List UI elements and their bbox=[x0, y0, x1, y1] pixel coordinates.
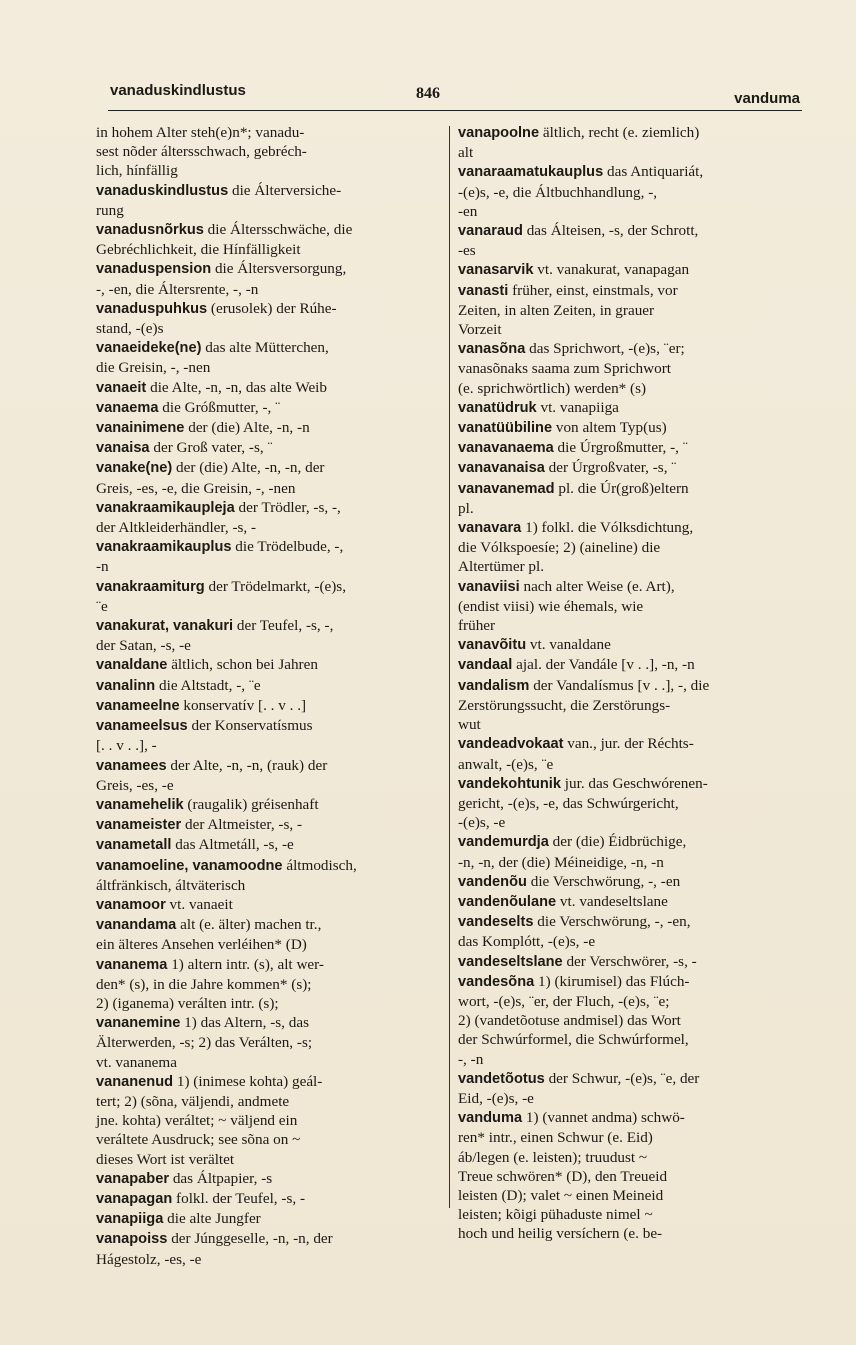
headword: vanavõitu bbox=[458, 637, 527, 654]
headword: vanaisa bbox=[96, 440, 150, 457]
entry-text: früher bbox=[458, 617, 496, 635]
headword: vanameelne bbox=[96, 697, 180, 714]
entry-text: -en bbox=[458, 202, 478, 220]
entry-continuation bbox=[458, 499, 800, 518]
entry-continuation bbox=[458, 241, 800, 260]
entry-text: die Verschwörung, -, -en, bbox=[533, 913, 691, 931]
dictionary-entry bbox=[96, 815, 440, 835]
entry-text: der (die) Alte, -n, -n bbox=[184, 419, 310, 437]
dictionary-entry bbox=[458, 655, 800, 675]
entry-text: der Verschwörer, -s, - bbox=[562, 952, 697, 970]
headword: vanavanemad bbox=[458, 480, 555, 497]
entry-continuation bbox=[96, 518, 440, 537]
headword: vandekohtunik bbox=[458, 775, 561, 792]
dictionary-entry bbox=[96, 1072, 440, 1092]
dictionary-entry bbox=[458, 872, 800, 892]
entry-text: anwalt, -(e)s, ¨e bbox=[458, 755, 554, 773]
entry-text: der Trödler, -s, -, bbox=[234, 498, 341, 516]
headword: vanamees bbox=[96, 757, 167, 774]
entry-text: Hágestolz, -es, -e bbox=[96, 1250, 202, 1268]
entry-text: (endist viisi) wie éhemals, wie bbox=[458, 597, 644, 615]
entry-continuation bbox=[458, 1050, 800, 1069]
headword: vanapagan bbox=[96, 1190, 173, 1207]
headword: vanake(ne) bbox=[96, 460, 173, 477]
entry-text: der Alte, -n, -n, (rauk) der bbox=[166, 756, 328, 774]
dictionary-entry bbox=[458, 1069, 800, 1089]
entry-continuation bbox=[96, 161, 440, 180]
entry-continuation bbox=[96, 201, 440, 220]
entry-text: (e. sprichwörtlich) werden* (s) bbox=[458, 379, 647, 397]
entry-text: 1) altern intr. (s), alt wer- bbox=[167, 955, 324, 973]
entry-continuation bbox=[458, 183, 800, 202]
dictionary-entry bbox=[96, 220, 440, 240]
entry-continuation bbox=[96, 1150, 440, 1169]
entry-continuation bbox=[458, 143, 800, 162]
column-divider bbox=[449, 126, 450, 1208]
entry-text: die Trödelbude, -, bbox=[231, 538, 344, 556]
running-head-right: vanduma bbox=[734, 90, 800, 107]
dictionary-entry bbox=[458, 479, 800, 499]
entry-text: der (die) Alte, -n, -n, der bbox=[172, 459, 325, 477]
entry-text: der Vandalísmus [v . .], -, die bbox=[529, 676, 710, 694]
entry-text: der Altmeister, -s, - bbox=[181, 816, 303, 834]
headword: vanaduspension bbox=[96, 261, 212, 278]
page-number: 846 bbox=[416, 85, 440, 102]
entry-text: die Altstadt, -, ¨e bbox=[155, 676, 261, 694]
dictionary-entry bbox=[96, 1229, 440, 1249]
entry-text: wut bbox=[458, 716, 481, 734]
running-head-left: vanaduskindlustus bbox=[110, 82, 246, 99]
dictionary-entry bbox=[96, 1189, 440, 1209]
entry-text: Altertümer pl. bbox=[458, 558, 545, 576]
entry-text: 1) folkl. die Vólksdichtung, bbox=[521, 519, 694, 537]
headword: vanaraud bbox=[458, 223, 523, 240]
entry-continuation bbox=[96, 1033, 440, 1052]
headword: vandeseltslane bbox=[458, 953, 563, 970]
entry-text: leisten; kõigi pühaduste nimel ~ bbox=[458, 1206, 653, 1224]
entry-text: ein älteres Ansehen verléihen* (D) bbox=[96, 936, 307, 954]
entry-text: folkl. der Teufel, -s, - bbox=[172, 1189, 306, 1207]
entry-continuation bbox=[458, 616, 800, 635]
dictionary-entry bbox=[96, 299, 440, 319]
entry-text: 2) (iganema) verálten intr. (s); bbox=[96, 994, 279, 1012]
entry-continuation bbox=[458, 794, 800, 813]
entry-continuation bbox=[96, 1092, 440, 1111]
headword: vanavanaisa bbox=[458, 460, 545, 477]
headword: vanakraamikaupleja bbox=[96, 499, 235, 516]
entry-text: -(e)s, -e, die Áltbuchhandlung, -, bbox=[458, 183, 658, 201]
entry-continuation bbox=[96, 1111, 440, 1130]
entry-text: die Vólkspoesíe; 2) (aineline) die bbox=[458, 539, 661, 557]
dictionary-entry bbox=[96, 1013, 440, 1033]
entry-text: veráltete Ausdruck; see sõna on ~ bbox=[96, 1131, 301, 1149]
entry-text: Greis, -es, -e, die Greisin, -, -nen bbox=[96, 479, 296, 497]
entry-text: Vorzeit bbox=[458, 321, 502, 339]
entry-text: der Teufel, -s, -, bbox=[233, 617, 334, 635]
entry-text: Greis, -es, -e bbox=[96, 776, 174, 794]
entry-continuation bbox=[458, 715, 800, 734]
dictionary-entry bbox=[96, 955, 440, 975]
entry-text: die Verschwörung, -, -en bbox=[526, 872, 681, 890]
entry-continuation bbox=[458, 301, 800, 320]
headword: vanasarvik bbox=[458, 262, 534, 279]
entry-continuation bbox=[458, 1011, 800, 1030]
headword: vanaema bbox=[96, 399, 159, 416]
headword: vananemine bbox=[96, 1015, 181, 1032]
entry-text: rung bbox=[96, 201, 124, 219]
dictionary-entry bbox=[96, 915, 440, 935]
entry-text: ältlich, schon bei Jahren bbox=[167, 656, 318, 674]
entry-text: vanasõnaks saama zum Sprichwort bbox=[458, 360, 671, 378]
headword: vanaraamatukauplus bbox=[458, 164, 604, 181]
entry-text: -, -n bbox=[458, 1050, 484, 1068]
header-rule bbox=[108, 110, 802, 111]
dictionary-entry bbox=[458, 418, 800, 438]
entry-continuation bbox=[96, 776, 440, 795]
entry-continuation bbox=[458, 1089, 800, 1108]
headword: vandeadvokaat bbox=[458, 736, 564, 753]
entry-continuation bbox=[458, 853, 800, 872]
headword: vanadusnõrkus bbox=[96, 222, 204, 239]
entry-text: ältlich, recht (e. ziemlich) bbox=[539, 124, 700, 141]
headword: vanaeit bbox=[96, 379, 147, 396]
entry-continuation bbox=[96, 1130, 440, 1149]
entry-text: vt. vanakurat, vanapagan bbox=[533, 261, 690, 279]
entry-continuation bbox=[96, 994, 440, 1013]
dictionary-entry bbox=[458, 832, 800, 852]
entry-continuation bbox=[458, 538, 800, 557]
entry-continuation bbox=[458, 813, 800, 832]
dictionary-entry bbox=[458, 774, 800, 794]
headword: vanduma bbox=[458, 1110, 523, 1127]
entry-text: Älterwerden, -s; 2) das Verálten, -s; bbox=[96, 1034, 313, 1052]
entry-continuation bbox=[458, 557, 800, 576]
dictionary-entry bbox=[96, 378, 440, 398]
entry-text: Gebréchlichkeit, die Hínfälligkeit bbox=[96, 241, 301, 259]
entry-text: der Altkleiderhändler, -s, - bbox=[96, 519, 257, 537]
entry-continuation bbox=[458, 1030, 800, 1049]
entry-text: vt. vanaeit bbox=[165, 895, 233, 913]
dictionary-entry bbox=[96, 1209, 440, 1229]
dictionary-entry bbox=[458, 577, 800, 597]
headword: vananenud bbox=[96, 1073, 174, 1090]
dictionary-entry bbox=[96, 577, 440, 597]
entry-text: jur. das Geschwórenen- bbox=[560, 774, 708, 792]
dictionary-entry bbox=[458, 734, 800, 754]
entry-text: alt bbox=[458, 144, 474, 162]
left-column bbox=[96, 123, 440, 1269]
headword: vananema bbox=[96, 956, 168, 973]
headword: vanainimene bbox=[96, 420, 185, 437]
dictionary-entry bbox=[458, 281, 800, 301]
dictionary-entry bbox=[96, 1169, 440, 1189]
dictionary-entry bbox=[458, 892, 800, 912]
entry-continuation bbox=[458, 597, 800, 616]
dictionary-entry bbox=[458, 912, 800, 932]
entry-continuation bbox=[458, 1128, 800, 1147]
entry-text: áltfränkisch, áltväterisch bbox=[96, 876, 246, 894]
headword: vanasti bbox=[458, 282, 509, 299]
entry-continuation bbox=[96, 280, 440, 299]
dictionary-entry bbox=[96, 655, 440, 675]
entry-continuation bbox=[458, 755, 800, 774]
entry-continuation bbox=[458, 202, 800, 221]
headword: vanaeideke(ne) bbox=[96, 340, 202, 357]
entry-text: konservatív [. . v . .] bbox=[179, 696, 307, 714]
entry-text: 1) (inimese kohta) geál- bbox=[173, 1072, 323, 1090]
dictionary-entry bbox=[96, 696, 440, 716]
entry-text: der Júnggeselle, -n, -n, der bbox=[167, 1230, 333, 1248]
entry-text: der Trödelmarkt, -(e)s, bbox=[204, 577, 347, 595]
headword: vanakraamikauplus bbox=[96, 539, 232, 556]
dictionary-entry bbox=[458, 952, 800, 972]
entry-text: vt. vandeseltslane bbox=[556, 892, 668, 910]
entry-text: das Áltpapier, -s bbox=[169, 1169, 273, 1187]
dictionary-entry bbox=[96, 458, 440, 478]
headword: vanatüdruk bbox=[458, 399, 537, 416]
dictionary-entry bbox=[458, 398, 800, 418]
dictionary-entry bbox=[96, 498, 440, 518]
entry-continuation bbox=[96, 319, 440, 338]
entry-text: die Áltersversorgung, bbox=[211, 260, 347, 278]
dictionary-entry bbox=[96, 338, 440, 358]
entry-text: (erusolek) der Rúhe- bbox=[207, 299, 337, 317]
entry-text: nach alter Weise (e. Art), bbox=[519, 577, 675, 595]
entry-text: -n, -n, der (die) Méineidige, -n, -n bbox=[458, 853, 664, 871]
entry-text: die alte Jungfer bbox=[163, 1210, 261, 1228]
entry-text: früher, einst, einstmals, vor bbox=[508, 281, 678, 299]
headword: vanakurat, vanakuri bbox=[96, 618, 234, 635]
dictionary-entry bbox=[96, 438, 440, 458]
entry-text: Treue schwören* (D), den Treueid bbox=[458, 1167, 668, 1185]
entry-text: -, -en, die Áltersrente, -, -n bbox=[96, 280, 259, 298]
headword: vanapaber bbox=[96, 1170, 170, 1187]
headword: vanaviisi bbox=[458, 578, 520, 595]
headword: vanapoiss bbox=[96, 1231, 168, 1248]
entry-text: der Groß vater, -s, ¨ bbox=[149, 439, 273, 457]
headword: vanatüübiline bbox=[458, 420, 553, 437]
entry-continuation bbox=[458, 696, 800, 715]
headword: vanavara bbox=[458, 520, 522, 537]
entry-text: 1) (vannet andma) schwö- bbox=[522, 1109, 685, 1127]
entry-text: von altem Typ(us) bbox=[552, 419, 667, 437]
headword: vanakraamiturg bbox=[96, 578, 205, 595]
entry-text: die Gróßmutter, -, ¨ bbox=[158, 398, 281, 416]
entry-text: (raugalik) gréisenhaft bbox=[183, 795, 319, 813]
entry-text: ajal. der Vandále [v . .], -n, -n bbox=[512, 656, 695, 674]
dictionary-entry bbox=[458, 458, 800, 478]
entry-continuation bbox=[96, 636, 440, 655]
dictionary-entry bbox=[458, 123, 800, 143]
entry-text: die Alte, -n, -n, das alte Weib bbox=[146, 378, 327, 396]
headword: vandeselts bbox=[458, 914, 534, 931]
entry-continuation bbox=[96, 479, 440, 498]
entry-text: jne. kohta) veráltet; ~ väljend ein bbox=[96, 1112, 298, 1130]
headword: vanamoeline, vanamoodne bbox=[96, 857, 283, 874]
entry-continuation bbox=[458, 379, 800, 398]
entry-text: Eid, -(e)s, -e bbox=[458, 1089, 534, 1107]
dictionary-entry bbox=[96, 181, 440, 201]
entry-text: den* (s), in die Jahre kommen* (s); bbox=[96, 975, 312, 993]
headword: vandaal bbox=[458, 657, 513, 674]
entry-text: dieses Wort ist verältet bbox=[96, 1150, 235, 1168]
dictionary-entry bbox=[458, 676, 800, 696]
entry-text: sest nõder áltersschwach, gebréch- bbox=[96, 143, 307, 161]
entry-text: der (die) Éidbrüchige, bbox=[548, 833, 687, 851]
dictionary-entry bbox=[458, 518, 800, 538]
headword: vandetõotus bbox=[458, 1070, 545, 1087]
dictionary-entry bbox=[458, 339, 800, 359]
dictionary-entry bbox=[96, 795, 440, 815]
dictionary-entry bbox=[96, 756, 440, 776]
headword: vanapoolne bbox=[458, 125, 540, 141]
entry-text: 2) (vandetõotuse andmisel) das Wort bbox=[458, 1012, 681, 1030]
entry-text: vt. vanapiiga bbox=[536, 398, 619, 416]
entry-text: van., jur. der Réchts- bbox=[563, 735, 694, 753]
entry-text: vt. vanaldane bbox=[526, 636, 611, 654]
entry-text: tert; 2) (sõna, väljendi, andmete bbox=[96, 1092, 290, 1110]
entry-continuation bbox=[458, 320, 800, 339]
entry-text: ren* intr., einen Schwur (e. Eid) bbox=[458, 1129, 653, 1147]
headword: vandenõulane bbox=[458, 893, 557, 910]
headword: vanametall bbox=[96, 837, 172, 854]
entry-continuation bbox=[96, 876, 440, 895]
entry-text: das Komplótt, -(e)s, -e bbox=[458, 933, 596, 951]
entry-continuation bbox=[96, 557, 440, 576]
headword: vanandama bbox=[96, 917, 177, 934]
dictionary-entry bbox=[458, 260, 800, 280]
headword: vanapiiga bbox=[96, 1211, 164, 1228]
headword: vanavanaema bbox=[458, 440, 554, 457]
dictionary-entry bbox=[458, 221, 800, 241]
entry-text: der Schwúrformel, die Schwúrformel, bbox=[458, 1031, 689, 1049]
entry-text: 1) das Altern, -s, das bbox=[180, 1014, 310, 1032]
entry-text: lich, hínfällig bbox=[96, 162, 178, 180]
entry-text: die Greisin, -, -nen bbox=[96, 359, 211, 377]
headword: vanamehelik bbox=[96, 796, 184, 813]
dictionary-entry bbox=[458, 162, 800, 182]
headword: vanameister bbox=[96, 817, 182, 834]
entry-continuation bbox=[96, 240, 440, 259]
entry-text: die Úrgroßmutter, -, ¨ bbox=[553, 439, 688, 457]
entry-continuation bbox=[96, 975, 440, 994]
entry-continuation bbox=[458, 1224, 800, 1243]
entry-continuation bbox=[96, 1250, 440, 1269]
entry-text: leisten (D); valet ~ einen Meineid bbox=[458, 1186, 664, 1204]
entry-continuation bbox=[458, 932, 800, 951]
dictionary-entry bbox=[96, 259, 440, 279]
headword: vandesõna bbox=[458, 973, 535, 990]
headword: vanaduspuhkus bbox=[96, 300, 208, 317]
entry-text: ¨e bbox=[96, 597, 108, 615]
headword: vanalinn bbox=[96, 677, 156, 694]
entry-text: wort, -(e)s, ¨er, der Fluch, -(e)s, ¨e; bbox=[458, 992, 670, 1010]
dictionary-entry bbox=[458, 635, 800, 655]
entry-continuation bbox=[458, 1167, 800, 1186]
entry-text: -(e)s, -e bbox=[458, 814, 506, 832]
entry-continuation bbox=[458, 992, 800, 1011]
headword: vandalism bbox=[458, 677, 530, 694]
headword: vanameelsus bbox=[96, 718, 188, 735]
entry-text: die Áltersschwäche, die bbox=[203, 221, 353, 239]
entry-text: 1) (kirumisel) das Flúch- bbox=[534, 972, 690, 990]
entry-text: stand, -(e)s bbox=[96, 320, 164, 338]
entry-continuation bbox=[96, 935, 440, 954]
entry-text: der Konservatísmus bbox=[187, 717, 313, 735]
entry-text: das Álteisen, -s, der Schrott, bbox=[522, 222, 699, 240]
entry-continuation bbox=[96, 358, 440, 377]
headword: vanaldane bbox=[96, 657, 168, 674]
entry-text: Zeiten, in alten Zeiten, in grauer bbox=[458, 301, 655, 319]
entry-text: das Sprichwort, -(e)s, ¨er; bbox=[525, 340, 685, 358]
entry-text: der Satan, -s, -e bbox=[96, 637, 191, 655]
entry-continuation bbox=[458, 1148, 800, 1167]
entry-text: pl. die Úr(groß)eltern bbox=[554, 479, 689, 497]
entry-continuation bbox=[458, 1186, 800, 1205]
headword: vanamoor bbox=[96, 896, 166, 913]
entry-text: áb/legen (e. leisten); truudust ~ bbox=[458, 1148, 648, 1166]
dictionary-entry bbox=[96, 835, 440, 855]
entry-text: in hohem Alter steh(e)n*; vanadu- bbox=[96, 124, 305, 141]
entry-continuation bbox=[458, 359, 800, 378]
dictionary-entry bbox=[96, 418, 440, 438]
right-column bbox=[458, 123, 800, 1244]
entry-text: -es bbox=[458, 242, 476, 260]
entry-text: [. . v . .], - bbox=[96, 737, 157, 755]
entry-continuation bbox=[96, 142, 440, 161]
dictionary-entry bbox=[96, 716, 440, 736]
entry-continuation bbox=[96, 597, 440, 616]
entry-continuation bbox=[96, 1053, 440, 1072]
headword: vanaduskindlustus bbox=[96, 182, 229, 199]
dictionary-entry bbox=[96, 616, 440, 636]
entry-text: hoch und heilig versíchern (e. be- bbox=[458, 1225, 663, 1243]
entry-text: áltmodisch, bbox=[282, 856, 357, 874]
headword: vanasõna bbox=[458, 341, 526, 358]
entry-continuation bbox=[96, 736, 440, 755]
entry-text: das alte Mütterchen, bbox=[201, 339, 329, 357]
dictionary-entry bbox=[458, 1108, 800, 1128]
entry-text: vt. vananema bbox=[96, 1053, 177, 1071]
entry-text: alt (e. älter) machen tr., bbox=[176, 916, 322, 934]
dictionary-entry bbox=[96, 537, 440, 557]
entry-continuation bbox=[96, 123, 440, 142]
entry-text: der Úrgroßvater, -s, ¨ bbox=[544, 459, 677, 477]
entry-text: das Altmetáll, -s, -e bbox=[171, 836, 294, 854]
dictionary-entry bbox=[458, 438, 800, 458]
dictionary-entry bbox=[96, 856, 440, 876]
entry-text: gericht, -(e)s, -e, das Schwúrgericht, bbox=[458, 794, 679, 812]
dictionary-entry bbox=[96, 895, 440, 915]
entry-text: die Álterversiche- bbox=[228, 181, 342, 199]
dictionary-entry bbox=[96, 676, 440, 696]
entry-text: Zerstörungssucht, die Zerstörungs- bbox=[458, 696, 671, 714]
entry-text: -n bbox=[96, 558, 109, 576]
headword: vandenõu bbox=[458, 873, 527, 890]
headword: vandemurdja bbox=[458, 834, 549, 851]
entry-text: der Schwur, -(e)s, ¨e, der bbox=[544, 1069, 700, 1087]
entry-text: pl. bbox=[458, 499, 474, 517]
entry-text: das Antiquariát, bbox=[603, 163, 704, 181]
dictionary-entry bbox=[96, 398, 440, 418]
dictionary-entry bbox=[458, 972, 800, 992]
entry-continuation bbox=[458, 1205, 800, 1224]
